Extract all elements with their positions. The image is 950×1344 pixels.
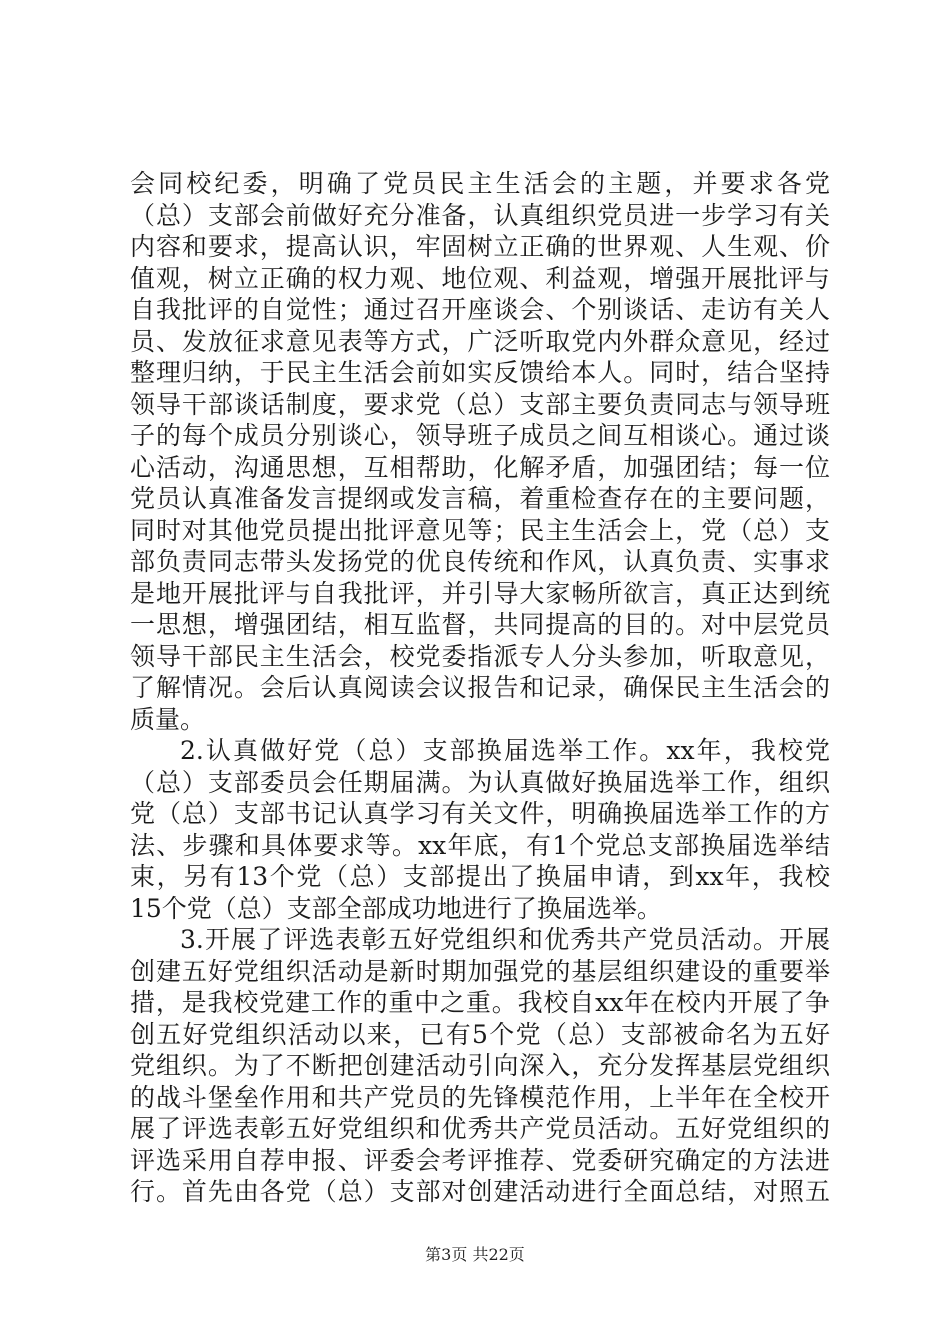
text-line: 整理归纳，于民主生活会前如实反馈给本人。同时，结合坚持 xyxy=(130,358,830,387)
text-line: 会同校纪委，明确了党员民主生活会的主题，并要求各党 xyxy=(130,169,830,198)
text-line: （总）支部委员会任期届满。为认真做好换届选举工作，组织 xyxy=(130,767,830,797)
text-line: 内容和要求，提高认识，牢固树立正确的世界观、人生观、价 xyxy=(130,232,830,261)
text-line: 法、步骤和具体要求等。xx年底，有1个党总支部换届选举结 xyxy=(130,830,830,860)
text-line: 束，另有13个党（总）支部提出了换届申请，到xx年，我校 xyxy=(130,862,830,891)
text-line: 的战斗堡垒作用和共产党员的先锋模范作用，上半年在全校开 xyxy=(130,1082,830,1112)
text-line: 党（总）支部书记认真学习有关文件，明确换届选举工作的方 xyxy=(130,799,830,828)
text-line: 措，是我校党建工作的重中之重。我校自xx年在校内开展了争 xyxy=(130,988,830,1017)
text-line: 质量。 xyxy=(130,704,206,734)
text-line: 党组织。为了不断把创建活动引向深入，充分发挥基层党组织 xyxy=(130,1051,830,1080)
body-text xyxy=(130,168,830,1208)
text-line: 行。首先由各党（总）支部对创建活动进行全面总结，对照五 xyxy=(130,1177,830,1206)
text-line: 领导干部谈话制度，要求党（总）支部主要负责同志与领导班 xyxy=(130,389,830,419)
text-line: 一思想，增强团结，相互监督，共同提高的目的。对中层党员 xyxy=(130,610,830,639)
paragraph-start-line: 2.认真做好党（总）支部换届选举工作。xx年，我校党 xyxy=(180,736,830,765)
text-line: 部负责同志带头发扬党的优良传统和作风，认真负责、实事求 xyxy=(130,547,830,576)
page-number-footer: 第3页 共22页 xyxy=(425,1245,525,1264)
text-line: 创建五好党组织活动是新时期加强党的基层组织建设的重要举 xyxy=(130,956,830,986)
text-line: 自我批评的自觉性；通过召开座谈会、个别谈话、走访有关人 xyxy=(130,295,830,324)
text-line: 值观，树立正确的权力观、地位观、利益观，增强开展批评与 xyxy=(130,263,830,293)
text-line: 领导干部民主生活会，校党委指派专人分头参加，听取意见， xyxy=(130,641,830,671)
text-line: 展了评选表彰五好党组织和优秀共产党员活动。五好党组织的 xyxy=(130,1114,830,1143)
text-line: 子的每个成员分别谈心，领导班子成员之间互相谈心。通过谈 xyxy=(130,421,830,450)
text-line: （总）支部会前做好充分准备，认真组织党员进一步学习有关 xyxy=(130,200,830,230)
paragraph-start-line: 3.开展了评选表彰五好党组织和优秀共产党员活动。开展 xyxy=(180,925,830,954)
text-line: 了解情况。会后认真阅读会议报告和记录，确保民主生活会的 xyxy=(130,673,830,702)
text-line: 党员认真准备发言提纲或发言稿，着重检查存在的主要问题， xyxy=(130,484,830,513)
text-line: 员、发放征求意见表等方式，广泛听取党内外群众意见，经过 xyxy=(130,326,830,356)
text-line: 评选采用自荐申报、评委会考评推荐、党委研究确定的方法进 xyxy=(130,1145,830,1175)
text-line: 是地开展批评与自我批评，并引导大家畅所欲言，真正达到统 xyxy=(130,578,830,608)
text-line: 心活动，沟通思想，互相帮助，化解矛盾，加强团结；每一位 xyxy=(130,452,830,482)
text-line: 创五好党组织活动以来，已有5个党（总）支部被命名为五好 xyxy=(130,1019,830,1049)
text-line: 15个党（总）支部全部成功地进行了换届选举。 xyxy=(130,893,662,923)
text-line: 同时对其他党员提出批评意见等；民主生活会上，党（总）支 xyxy=(130,515,830,545)
